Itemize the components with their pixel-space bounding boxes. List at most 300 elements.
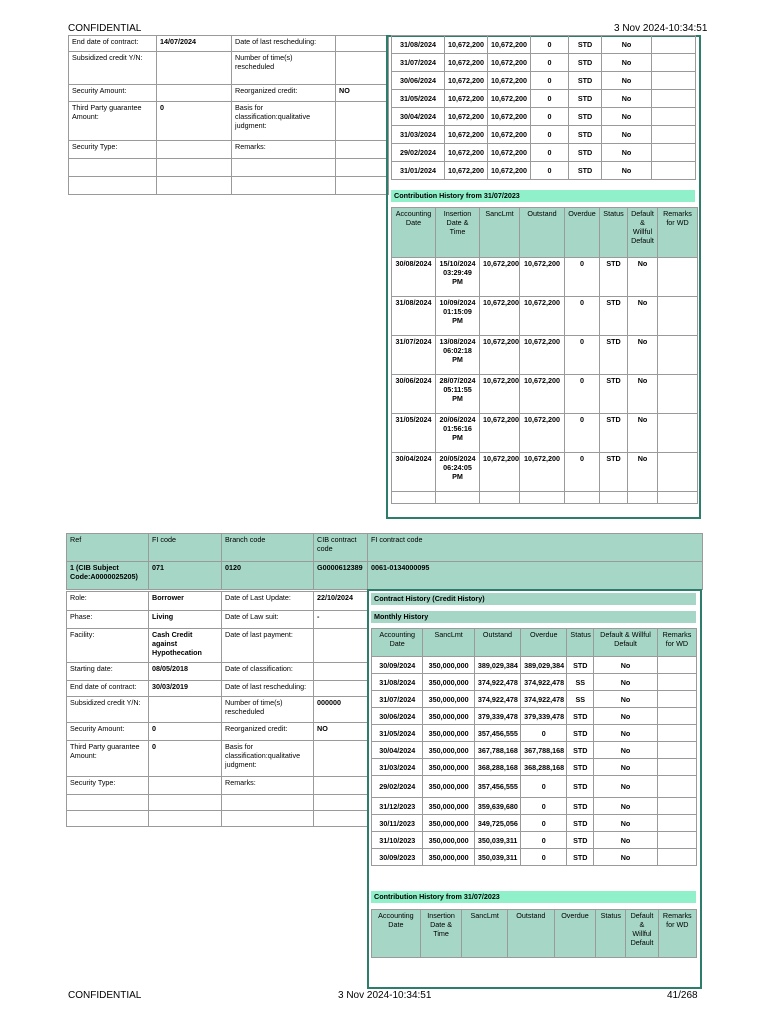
contribution-header-cell: Accounting Date (392, 208, 436, 258)
contribution-cell: 10,672,200 (520, 336, 565, 375)
monthly-cell: 10,672,200 (445, 144, 488, 162)
monthly-cell (657, 725, 696, 742)
bottom-monthly-history-table (371, 628, 697, 866)
monthly-cell: 0 (521, 815, 567, 832)
monthly-row (392, 72, 696, 90)
detail-value: 0 (149, 723, 222, 741)
contribution-cell: No (628, 258, 658, 297)
empty-cell (658, 492, 698, 504)
monthly-header-cell: Status (567, 629, 594, 657)
monthly-header-cell: SancLmt (423, 629, 474, 657)
monthly-cell: 350,000,000 (423, 759, 474, 776)
monthly-cell (657, 759, 696, 776)
footer-page-number: 41/268 (667, 990, 698, 1001)
detail-value: 08/05/2018 (149, 663, 222, 681)
detail-value: 000000 (314, 697, 369, 723)
monthly-cell: 31/07/2024 (372, 691, 423, 708)
monthly-cell: STD (567, 657, 594, 674)
monthly-cell: 10,672,200 (488, 108, 531, 126)
monthly-cell (657, 849, 696, 866)
detail-value: NO (336, 85, 389, 102)
detail-row (69, 141, 389, 159)
contribution-cell: 31/07/2024 (392, 336, 436, 375)
footer-confidential: CONFIDENTIAL (68, 990, 142, 1001)
detail-label: Reorganized credit: (232, 85, 336, 102)
monthly-cell: 0 (531, 126, 569, 144)
monthly-cell: 0 (521, 776, 567, 798)
monthly-cell: 31/03/2024 (392, 126, 445, 144)
detail-value (314, 777, 369, 795)
detail-label: Starting date: (67, 663, 149, 681)
empty-cell (628, 492, 658, 504)
monthly-cell: 0 (531, 108, 569, 126)
monthly-cell: No (602, 126, 652, 144)
detail-value (157, 177, 232, 195)
contribution-cell: 10,672,200 (520, 453, 565, 492)
contribution-header-row (392, 208, 698, 258)
contribution-header-cell: Status (596, 910, 626, 958)
detail-label: Basis for classification:qualitative judgment: (232, 102, 336, 141)
detail-label: Number of time(s) rescheduled (222, 697, 314, 723)
contribution-cell: No (628, 375, 658, 414)
detail-label: Date of last payment: (222, 629, 314, 663)
monthly-cell: 30/06/2024 (392, 72, 445, 90)
detail-value (336, 177, 389, 195)
monthly-cell (657, 742, 696, 759)
detail-row (69, 159, 389, 177)
detail-label (69, 177, 157, 195)
monthly-cell: STD (569, 126, 602, 144)
contribution-header-cell: Overdue (565, 208, 600, 258)
monthly-cell: STD (567, 832, 594, 849)
monthly-cell: 0 (531, 144, 569, 162)
detail-value: Cash Credit against Hypothecation (149, 629, 222, 663)
contribution-header-cell: Remarks for WD (658, 208, 698, 258)
monthly-cell: No (602, 90, 652, 108)
monthly-row (372, 832, 697, 849)
monthly-cell: 350,000,000 (423, 691, 474, 708)
monthly-row (392, 126, 696, 144)
contribution-row (392, 336, 698, 375)
monthly-cell: No (594, 742, 658, 759)
detail-label: Third Party guarantee Amount: (67, 741, 149, 777)
ref-header: Ref (67, 534, 149, 562)
monthly-cell: 10,672,200 (445, 126, 488, 144)
contribution-cell: 10,672,200 (480, 258, 520, 297)
detail-value (336, 102, 389, 141)
detail-label: Subsidized credit Y/N: (69, 52, 157, 85)
contribution-row (392, 414, 698, 453)
contribution-cell: 0 (565, 453, 600, 492)
monthly-cell: 10,672,200 (488, 72, 531, 90)
detail-value: 0 (157, 102, 232, 141)
contribution-cell: 10,672,200 (480, 375, 520, 414)
monthly-cell: STD (569, 72, 602, 90)
empty-cell (520, 492, 565, 504)
monthly-cell: STD (569, 36, 602, 54)
monthly-header-cell: Accounting Date (372, 629, 423, 657)
detail-value (314, 741, 369, 777)
detail-value (314, 795, 369, 811)
fi-contract-header: FI contract code (368, 534, 703, 562)
monthly-row (372, 657, 697, 674)
monthly-cell: 350,039,311 (474, 849, 520, 866)
contribution-cell (658, 336, 698, 375)
monthly-row (372, 691, 697, 708)
contribution-header-cell: Insertion Date & Time (420, 910, 462, 958)
detail-label: Reorganized credit: (222, 723, 314, 741)
monthly-cell: 10,672,200 (445, 90, 488, 108)
detail-label: Number of time(s) rescheduled (232, 52, 336, 85)
monthly-cell: 368,288,168 (474, 759, 520, 776)
monthly-cell: 10,672,200 (445, 72, 488, 90)
monthly-cell: STD (569, 144, 602, 162)
monthly-cell: 0 (531, 90, 569, 108)
contribution-cell: 0 (565, 414, 600, 453)
monthly-cell: No (594, 674, 658, 691)
monthly-cell: 29/02/2024 (372, 776, 423, 798)
monthly-cell (657, 832, 696, 849)
contribution-cell (658, 414, 698, 453)
monthly-row (372, 815, 697, 832)
detail-value (149, 811, 222, 827)
monthly-cell: 10,672,200 (488, 144, 531, 162)
monthly-cell: STD (569, 54, 602, 72)
contribution-cell (658, 297, 698, 336)
monthly-cell (657, 674, 696, 691)
monthly-header-cell: Overdue (521, 629, 567, 657)
detail-row (67, 697, 369, 723)
contribution-header-cell: Default & Willful Default (628, 208, 658, 258)
monthly-cell: 379,339,478 (521, 708, 567, 725)
ref-value-row (67, 562, 703, 590)
monthly-history-title: Monthly History (371, 611, 696, 623)
contribution-header-cell: Outstand (508, 910, 555, 958)
top-contribution-table (391, 207, 698, 504)
monthly-cell: 30/09/2023 (372, 849, 423, 866)
detail-row (67, 629, 369, 663)
monthly-cell: 31/05/2024 (372, 725, 423, 742)
detail-label: Security Type: (69, 141, 157, 159)
detail-row (69, 36, 389, 52)
contribution-cell: 10,672,200 (480, 297, 520, 336)
monthly-row (392, 54, 696, 72)
monthly-cell: No (602, 108, 652, 126)
contribution-cell: STD (600, 375, 628, 414)
monthly-cell (652, 126, 696, 144)
monthly-cell: STD (569, 162, 602, 180)
detail-label: Security Type: (67, 777, 149, 795)
monthly-cell: 10,672,200 (445, 36, 488, 54)
monthly-cell: No (594, 759, 658, 776)
detail-value: Borrower (149, 592, 222, 611)
monthly-cell: No (594, 725, 658, 742)
monthly-cell: STD (569, 90, 602, 108)
contribution-cell: STD (600, 297, 628, 336)
detail-label: Facility: (67, 629, 149, 663)
monthly-cell: No (594, 849, 658, 866)
monthly-cell: 10,672,200 (445, 54, 488, 72)
monthly-cell: No (594, 798, 658, 815)
detail-value: NO (314, 723, 369, 741)
detail-row (67, 681, 369, 697)
monthly-cell: 374,922,478 (521, 691, 567, 708)
monthly-row (392, 108, 696, 126)
monthly-row (372, 725, 697, 742)
detail-value: - (314, 611, 369, 629)
monthly-cell (652, 162, 696, 180)
detail-label (222, 811, 314, 827)
cib-contract-header: CIB contract code (314, 534, 368, 562)
detail-value (314, 629, 369, 663)
monthly-cell: 10,672,200 (488, 162, 531, 180)
detail-value: 22/10/2024 (314, 592, 369, 611)
detail-row (69, 102, 389, 141)
detail-value (336, 52, 389, 85)
contribution-cell: No (628, 336, 658, 375)
detail-label: Subsidized credit Y/N: (67, 697, 149, 723)
contribution-header-cell: Remarks for WD (658, 910, 696, 958)
monthly-cell: STD (567, 776, 594, 798)
contribution-header-cell: SancLmt (480, 208, 520, 258)
contribution-cell (658, 453, 698, 492)
contribution-cell: 31/08/2024 (392, 297, 436, 336)
contribution-cell: 10,672,200 (480, 414, 520, 453)
detail-label: Date of last rescheduling: (222, 681, 314, 697)
monthly-cell: STD (567, 742, 594, 759)
monthly-row (372, 674, 697, 691)
monthly-cell: 31/03/2024 (372, 759, 423, 776)
detail-value (149, 795, 222, 811)
monthly-cell: 350,000,000 (423, 708, 474, 725)
detail-row (67, 592, 369, 611)
detail-value (336, 159, 389, 177)
monthly-cell: 0 (521, 832, 567, 849)
detail-value (314, 663, 369, 681)
contribution-cell: 15/10/2024 03:29:49 PM (436, 258, 480, 297)
monthly-cell: 350,000,000 (423, 776, 474, 798)
detail-value (149, 697, 222, 723)
monthly-cell: 30/11/2023 (372, 815, 423, 832)
contribution-cell: 30/04/2024 (392, 453, 436, 492)
detail-row (69, 52, 389, 85)
monthly-cell: 10,672,200 (445, 108, 488, 126)
monthly-cell: 31/07/2024 (392, 54, 445, 72)
monthly-cell: No (602, 54, 652, 72)
monthly-cell: 10,672,200 (488, 126, 531, 144)
contribution-header-cell: Overdue (554, 910, 596, 958)
monthly-cell: 29/02/2024 (392, 144, 445, 162)
monthly-row (372, 759, 697, 776)
monthly-cell: No (594, 832, 658, 849)
monthly-cell (652, 90, 696, 108)
contribution-header-cell: Status (600, 208, 628, 258)
detail-label: Date of classification: (222, 663, 314, 681)
contribution-cell: 28/07/2024 05:11:55 PM (436, 375, 480, 414)
monthly-cell: SS (567, 691, 594, 708)
fi-code-header: FI code (149, 534, 222, 562)
monthly-cell: 350,000,000 (423, 742, 474, 759)
monthly-cell: 0 (521, 849, 567, 866)
detail-value (157, 85, 232, 102)
detail-value: 0 (149, 741, 222, 777)
detail-row (69, 177, 389, 195)
monthly-cell: 0 (531, 72, 569, 90)
monthly-cell: 0 (521, 725, 567, 742)
detail-label: End date of contract: (69, 36, 157, 52)
top-monthly-history-table (391, 35, 696, 180)
detail-label: End date of contract: (67, 681, 149, 697)
detail-value (157, 52, 232, 85)
monthly-cell: 350,000,000 (423, 815, 474, 832)
detail-value (149, 777, 222, 795)
monthly-cell: 374,922,478 (474, 691, 520, 708)
branch-code-value: 0120 (222, 562, 314, 590)
monthly-cell: 374,922,478 (521, 674, 567, 691)
monthly-cell: No (602, 144, 652, 162)
detail-label: Remarks: (232, 141, 336, 159)
monthly-cell: STD (567, 725, 594, 742)
monthly-cell: 350,039,311 (474, 832, 520, 849)
monthly-cell (652, 144, 696, 162)
monthly-cell: 0 (531, 162, 569, 180)
contribution-cell: STD (600, 453, 628, 492)
monthly-cell (657, 708, 696, 725)
detail-label: Remarks: (222, 777, 314, 795)
contribution-cell: STD (600, 414, 628, 453)
monthly-row (392, 90, 696, 108)
monthly-row (392, 36, 696, 54)
contribution-header-cell: SancLmt (462, 910, 508, 958)
monthly-cell: 31/05/2024 (392, 90, 445, 108)
ref-header-row (67, 534, 703, 562)
monthly-cell: 357,456,555 (474, 725, 520, 742)
bottom-contribution-table (371, 909, 697, 958)
credit-history-title: Contract History (Credit History) (371, 593, 696, 605)
monthly-cell: 349,725,056 (474, 815, 520, 832)
contribution-cell: STD (600, 258, 628, 297)
contribution-cell: 10,672,200 (520, 297, 565, 336)
monthly-cell: No (594, 691, 658, 708)
contribution-header-cell: Outstand (520, 208, 565, 258)
monthly-cell: 350,000,000 (423, 674, 474, 691)
contribution-cell: No (628, 414, 658, 453)
monthly-cell: STD (567, 708, 594, 725)
detail-label: Security Amount: (67, 723, 149, 741)
monthly-cell (657, 798, 696, 815)
monthly-cell: 31/10/2023 (372, 832, 423, 849)
detail-value (314, 811, 369, 827)
contribution-header-row (372, 910, 697, 958)
monthly-cell: 10,672,200 (488, 36, 531, 54)
monthly-header-cell: Remarks for WD (657, 629, 696, 657)
monthly-cell: 367,788,168 (521, 742, 567, 759)
monthly-cell: No (602, 36, 652, 54)
detail-value: Living (149, 611, 222, 629)
monthly-cell: 357,456,555 (474, 776, 520, 798)
detail-row (69, 85, 389, 102)
detail-value (157, 159, 232, 177)
detail-value (336, 36, 389, 52)
contribution-cell: 30/06/2024 (392, 375, 436, 414)
detail-row (67, 663, 369, 681)
monthly-cell: 10,672,200 (445, 162, 488, 180)
contribution-row (392, 453, 698, 492)
monthly-cell: 31/08/2024 (372, 674, 423, 691)
empty-cell (436, 492, 480, 504)
monthly-cell: 379,339,478 (474, 708, 520, 725)
empty-cell (392, 492, 436, 504)
contribution-cell: STD (600, 336, 628, 375)
contribution-row (392, 258, 698, 297)
contribution-cell: 10,672,200 (520, 375, 565, 414)
detail-label: Phase: (67, 611, 149, 629)
monthly-header-row (372, 629, 697, 657)
detail-label: Basis for classification:qualitative judgment: (222, 741, 314, 777)
monthly-cell: 30/04/2024 (392, 108, 445, 126)
monthly-cell: 350,000,000 (423, 657, 474, 674)
monthly-cell: 30/09/2024 (372, 657, 423, 674)
contribution-cell: No (628, 453, 658, 492)
contribution-cell: 20/05/2024 06:24:05 PM (436, 453, 480, 492)
monthly-cell (657, 691, 696, 708)
monthly-cell: STD (567, 849, 594, 866)
detail-value (336, 141, 389, 159)
detail-label: Date of last rescheduling: (232, 36, 336, 52)
cib-contract-value: G0000612389 (314, 562, 368, 590)
header-timestamp: 3 Nov 2024-10:34:51 (614, 23, 708, 34)
monthly-cell: 30/04/2024 (372, 742, 423, 759)
branch-code-header: Branch code (222, 534, 314, 562)
monthly-cell: 31/08/2024 (392, 36, 445, 54)
contribution-row (392, 375, 698, 414)
monthly-cell (657, 776, 696, 798)
contribution-cell: 10,672,200 (520, 414, 565, 453)
detail-label (232, 159, 336, 177)
detail-label: Date of Last Update: (222, 592, 314, 611)
monthly-cell: No (594, 776, 658, 798)
detail-label (232, 177, 336, 195)
contribution-cell: 0 (565, 258, 600, 297)
detail-row (67, 811, 369, 827)
bottom-contract-details-table (66, 591, 369, 827)
monthly-cell: STD (567, 815, 594, 832)
empty-cell (600, 492, 628, 504)
contribution-cell: 0 (565, 297, 600, 336)
monthly-cell: No (602, 162, 652, 180)
contribution-header-cell: Accounting Date (372, 910, 421, 958)
contribution-cell: 10,672,200 (480, 453, 520, 492)
monthly-row (392, 144, 696, 162)
contribution-cell: 20/06/2024 01:56:16 PM (436, 414, 480, 453)
monthly-cell (652, 72, 696, 90)
monthly-cell: 367,788,168 (474, 742, 520, 759)
detail-label: Date of Law suit: (222, 611, 314, 629)
detail-label: Third Party guarantee Amount: (69, 102, 157, 141)
monthly-cell: 350,000,000 (423, 798, 474, 815)
monthly-cell (652, 108, 696, 126)
contribution-cell (658, 258, 698, 297)
contribution-cell: 10,672,200 (520, 258, 565, 297)
monthly-cell: 10,672,200 (488, 90, 531, 108)
monthly-cell: No (594, 815, 658, 832)
detail-label: Security Amount: (69, 85, 157, 102)
monthly-cell: 31/01/2024 (392, 162, 445, 180)
detail-value (157, 141, 232, 159)
monthly-row (372, 798, 697, 815)
monthly-cell: 0 (531, 54, 569, 72)
monthly-row (372, 776, 697, 798)
